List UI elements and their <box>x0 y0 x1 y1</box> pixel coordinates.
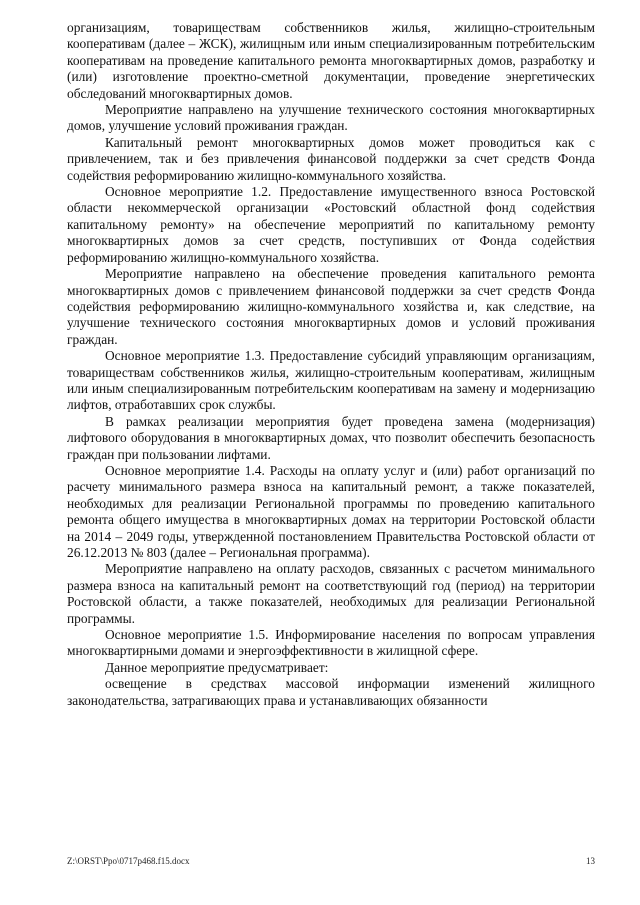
paragraph-6: Основное мероприятие 1.3. Предоставление субсидий управляющим организациям, товариществам собственников жилья, жилищно-строительным кооперативам, жилищным или иным специализированным потребительским кооперативам на замену и модернизацию лифтов, отработавших срок службы. <box>67 348 595 413</box>
paragraph-9: Мероприятие направлено на оплату расходов, связанных с расчетом минимального размера взноса на капитальный ремонт на соответствующий год (период) на территории Ростовской области, а также показателей, необходимых для реализации Региональной программы. <box>67 561 595 626</box>
page-footer <box>67 856 595 866</box>
document-page <box>67 20 595 709</box>
paragraph-10: Основное мероприятие 1.5. Информирование населения по вопросам управления многоквартирными домами и энергоэффективности в жилищной сфере. <box>67 627 595 659</box>
paragraph-11: Данное мероприятие предусматривает: <box>105 659 329 675</box>
paragraph-1: организациям, товариществам собственников жилья, жилищно-строительным кооперативам (далее – ЖСК), жилищным или иным специализированным потребительским кооперативам на проведение капитального ремонта многоквартирных домов, разработку и (или) изготовление проектно-сметной документации, проведение энергетических обследований многоквартирных домов. <box>67 20 595 101</box>
paragraph-8: Основное мероприятие 1.4. Расходы на оплату услуг и (или) работ организаций по расчету минимального размера взноса на капитальный ремонт, а также показателей, необходимых для реализации Региональной программы по проведению капитального ремонта общего имущества в многоквартирных домах на территории Ростовской области на 2014 – 2049 годы, утвержденной постановлением Правительства Ростовской области от 26.12.2013 № 803 (далее – Региональная программа). <box>67 462 595 560</box>
paragraph-7: В рамках реализации мероприятия будет проведена замена (модернизация) лифтового оборудования в многоквартирных домах, что позволит обеспечить безопасность граждан при пользовании лифтами. <box>67 413 595 462</box>
paragraph-3: Капитальный ремонт многоквартирных домов может проводиться как с привлечением, так и без привлечения финансовой поддержки за счет средств Фонда содействия реформированию жилищно-коммунального хозяйства. <box>67 134 595 183</box>
paragraph-4: Основное мероприятие 1.2. Предоставление имущественного взноса Ростовской области некоммерческой организации «Ростовский областной фонд содействия капитальному ремонту» на обеспечение мероприятий по капитальному ремонту многоквартирных домов за счет средств, поступивших от Фонда содействия реформированию жилищно-коммунального хозяйства. <box>67 184 595 265</box>
file-path: Z:\ORST\Ppo\0717p468.f15.docx <box>67 856 190 866</box>
page-number: 13 <box>586 856 595 866</box>
paragraph-2: Мероприятие направлено на улучшение технического состояния многоквартирных домов, улучшение условий проживания граждан. <box>67 102 595 134</box>
paragraph-12: освещение в средствах массовой информации изменений жилищного законодательства, затрагивающих права и устанавливающих обязанности <box>67 676 595 708</box>
paragraph-5: Мероприятие направлено на обеспечение проведения капитального ремонта многоквартирных домов с привлечением финансовой поддержки за счет средств Фонда содействия реформированию жилищно-коммунального хозяйства и, как следствие, на улучшение технического состояния многоквартирных домов и условий проживания граждан. <box>67 266 595 347</box>
